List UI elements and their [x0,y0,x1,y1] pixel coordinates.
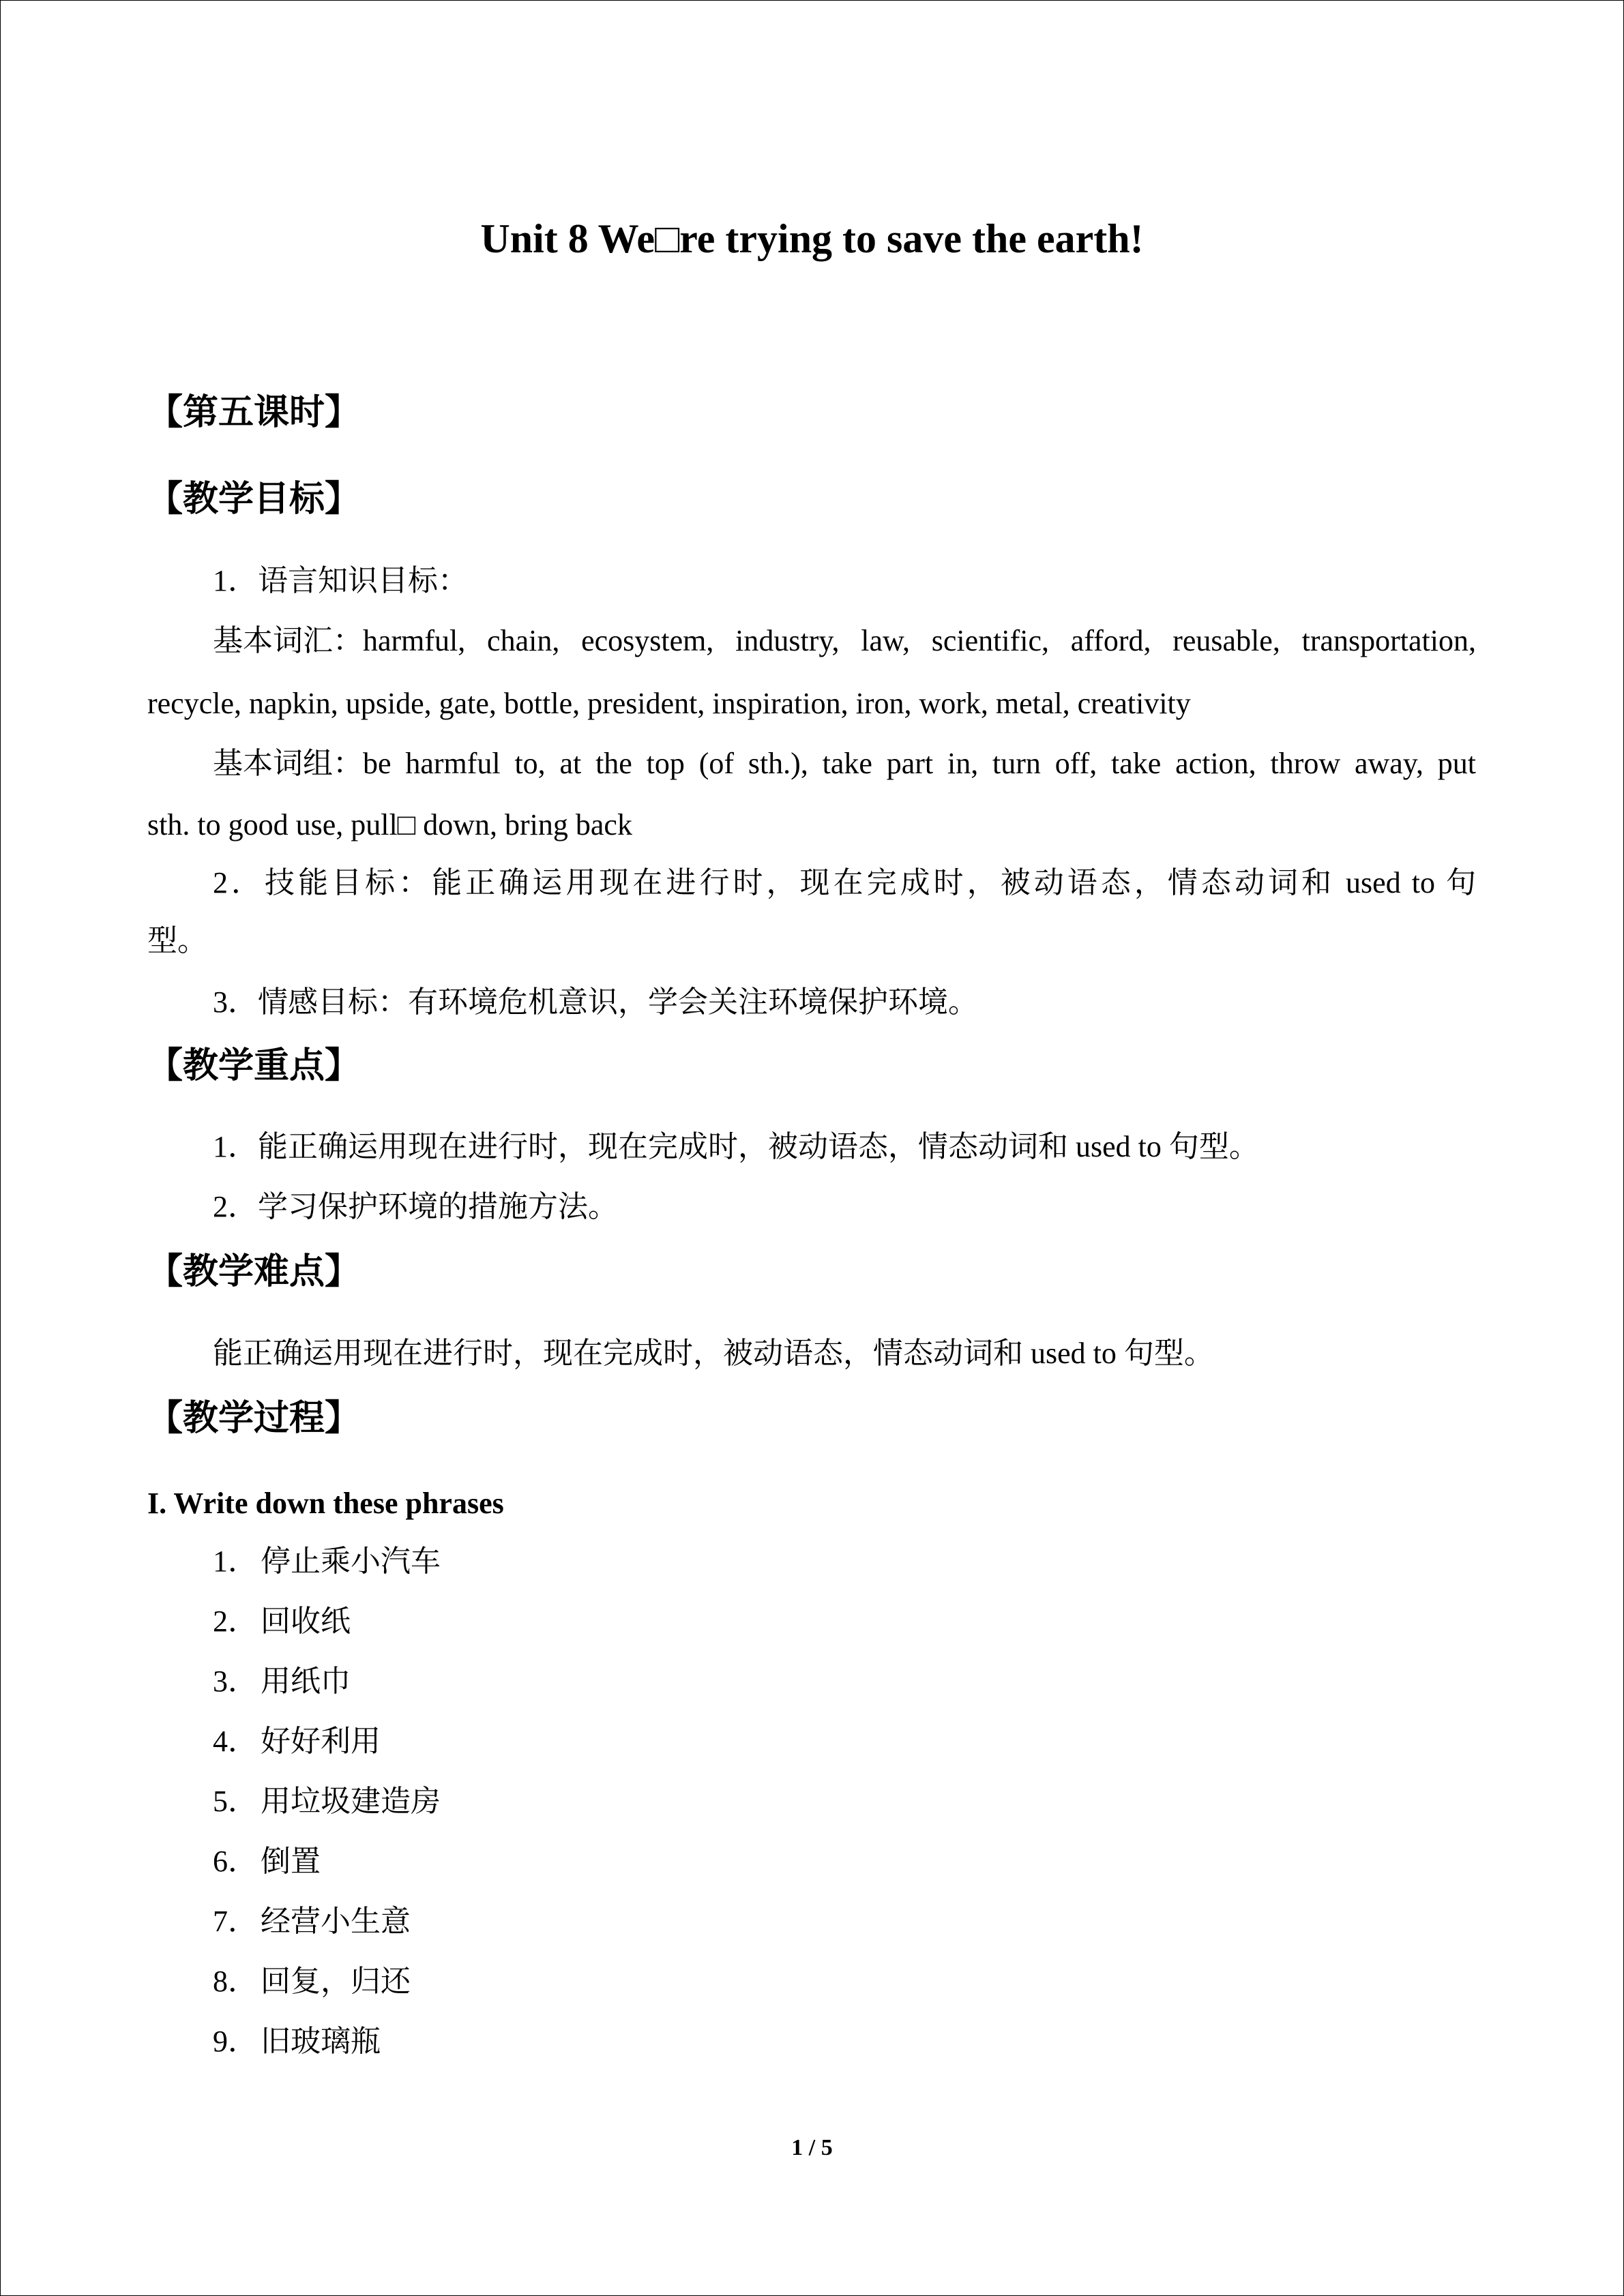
list-item-number: 3． [213,1665,258,1698]
list-item-number: 1． [213,1545,258,1578]
phrase-label: 基本词组： [213,747,363,780]
objective-item-1: 1．语言知识目标： [213,564,468,597]
list-item [213,1901,411,1942]
document-title: Unit 8 We□re trying to save the earth! [480,216,1144,261]
list-item-text: 用纸巾 [261,1665,351,1698]
difficulties-text: 能正确运用现在进行时，现在完成时，被动语态，情态动词和 used to 句型。 [213,1337,1214,1370]
list-item [213,1841,321,1882]
phrase-line-1 [213,743,1476,784]
list-item-text: 好好利用 [261,1725,381,1758]
page-indicator: 1 / 5 [791,2135,833,2160]
list-item [213,1721,381,1762]
vocab-line-2: recycle, napkin, upside, gate, bottle, president, inspiration, iron, work, metal, creativity [147,687,1191,720]
list-item-number: 9． [213,2025,258,2058]
list-item [213,1781,441,1822]
vocab-label: 基本词汇： [213,624,363,657]
key-points-heading: 【教学重点】 [147,1045,361,1086]
key-point-item-2: 2．学习保护环境的措施方法。 [213,1190,618,1223]
list-item-text: 回收纸 [261,1605,351,1638]
list-item-number: 2． [213,1605,258,1638]
objective-item-2-line-2: 型。 [147,924,207,957]
objectives-heading: 【教学目标】 [147,479,361,520]
list-item [213,1541,441,1582]
objective-item-2-line-1: 2．技能目标：能正确运用现在进行时，现在完成时，被动语态，情态动词和 used to 句 [213,866,1476,899]
phrases-section-title: I. Write down these phrases [147,1487,504,1520]
list-item-number: 6． [213,1845,258,1878]
list-item-text: 用垃圾建造房 [261,1785,441,1818]
key-point-item-1: 1．能正确运用现在进行时，现在完成时，被动语态，情态动词和 used to 句型。 [213,1130,1259,1163]
list-item-text: 回复，归还 [261,1965,411,1998]
list-item-text: 停止乘小汽车 [261,1545,441,1578]
list-item-number: 5． [213,1785,258,1818]
list-item [213,1661,351,1702]
phrase-text-1: be harmful to, at the top (of sth.), take part in, turn off, take action, throw away, put [363,747,1476,780]
list-item [213,2021,381,2062]
objective-item-3: 3．情感目标：有环境危机意识，学会关注环境保护环境。 [213,985,978,1019]
list-item-text: 经营小生意 [261,1905,411,1938]
vocab-line-1 [213,621,1476,661]
phrase-line-2: sth. to good use, pull□ down, bring back [147,808,632,841]
process-heading: 【教学过程】 [147,1398,361,1439]
list-item-text: 旧玻璃瓶 [261,2025,381,2058]
list-item [213,1601,351,1642]
list-item-number: 4． [213,1725,258,1758]
vocab-text-1: harmful, chain, ecosystem, industry, law, scientific, afford, reusable, transportation, [363,624,1476,657]
list-item [213,1961,411,2002]
list-item-number: 8． [213,1965,258,1998]
list-item-text: 倒置 [261,1845,321,1878]
list-item-number: 7． [213,1905,258,1938]
difficulties-heading: 【教学难点】 [147,1251,361,1292]
lesson-heading: 【第五课时】 [147,392,361,433]
